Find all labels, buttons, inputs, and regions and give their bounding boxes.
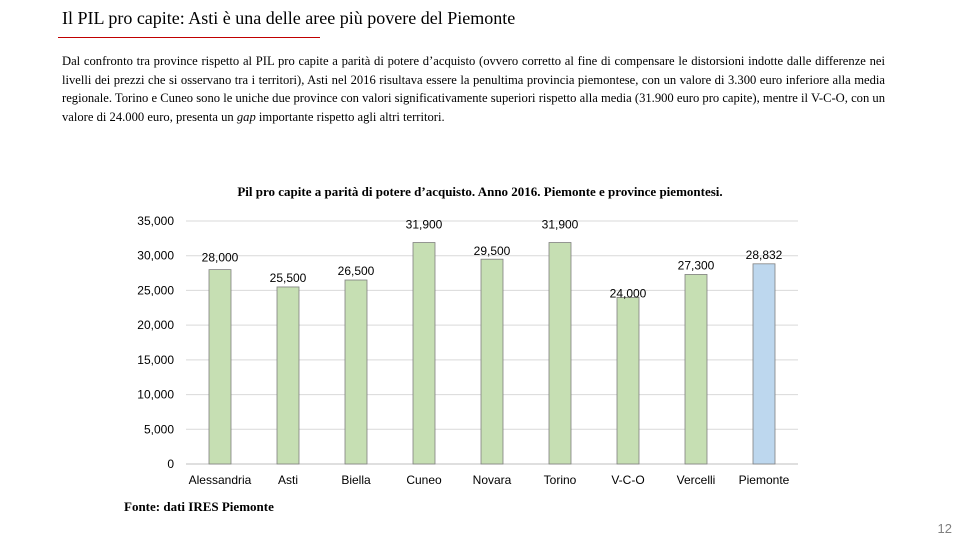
y-tick-label: 5,000 bbox=[143, 422, 174, 437]
data-label: 28,000 bbox=[201, 250, 239, 265]
y-tick-label: 0 bbox=[167, 457, 174, 471]
y-tick-label: 10,000 bbox=[137, 387, 174, 402]
y-tick-label: 35,000 bbox=[137, 214, 174, 228]
x-tick-label: Cuneo bbox=[406, 473, 442, 487]
y-tick-label: 25,000 bbox=[137, 283, 174, 298]
bar-torino bbox=[549, 243, 571, 464]
y-tick-label: 15,000 bbox=[137, 352, 174, 367]
x-tick-label: Asti bbox=[277, 473, 299, 487]
bar-asti bbox=[277, 287, 299, 464]
paragraph-text: Dal confronto tra province rispetto al PIL pro capite a parità di potere d’acquisto (ovvero corretto al fine di compensare le distorsioni indotte dalle differenze nei livelli dei prezzi che si osservano tra i territori), Asti nel 2016 risultava essere la penultima provincia piemontese, con un valore di 3.300 euro inferiore alla media regionale. Torino e Cuneo sono le uniche due province con valori significativamente superiori rispetto alla media (31.900 euro pro capite), mentre il V-C-O, con un valore di 24.000 euro, presenta un bbox=[62, 54, 885, 124]
x-tick-label: Torino bbox=[543, 473, 577, 487]
y-tick-label: 20,000 bbox=[137, 318, 174, 333]
chart-title: Pil pro capite a parità di potere d’acquisto. Anno 2016. Piemonte e province piemontesi. bbox=[237, 184, 723, 199]
x-tick-label: Novara bbox=[472, 473, 512, 487]
data-label: 31,900 bbox=[541, 217, 579, 232]
source-note: Fonte: dati IRES Piemonte bbox=[124, 499, 274, 514]
data-label: 26,500 bbox=[337, 264, 375, 279]
bar-biella bbox=[345, 280, 367, 464]
slide-title: Il PIL pro capite: Asti è una delle aree più povere del Piemonte bbox=[62, 8, 516, 28]
data-label: 28,832 bbox=[745, 247, 783, 262]
data-label: 27,300 bbox=[677, 258, 715, 273]
bar-vercelli bbox=[685, 274, 707, 464]
page-number: 12 bbox=[937, 521, 952, 536]
data-label: 31,900 bbox=[405, 217, 443, 232]
x-tick-label: Piemonte bbox=[738, 473, 790, 487]
y-tick-label: 30,000 bbox=[137, 248, 174, 263]
data-label: 29,500 bbox=[473, 244, 511, 259]
data-label: 24,000 bbox=[609, 286, 647, 301]
bar-v-c-o bbox=[617, 297, 639, 464]
x-tick-label: Alessandria bbox=[188, 473, 252, 487]
x-tick-label: Biella bbox=[341, 473, 371, 487]
paragraph-gap-word: gap bbox=[236, 109, 256, 124]
bar-alessandria bbox=[209, 270, 231, 464]
paragraph-text-end: importante rispetto agli altri territori. bbox=[258, 109, 445, 124]
x-tick-label: V-C-O bbox=[611, 473, 645, 487]
x-tick-label: Vercelli bbox=[676, 473, 716, 487]
data-label: 25,500 bbox=[269, 270, 307, 285]
bar-novara bbox=[481, 259, 503, 464]
bar-cuneo bbox=[413, 243, 435, 464]
bar-piemonte bbox=[753, 264, 775, 464]
